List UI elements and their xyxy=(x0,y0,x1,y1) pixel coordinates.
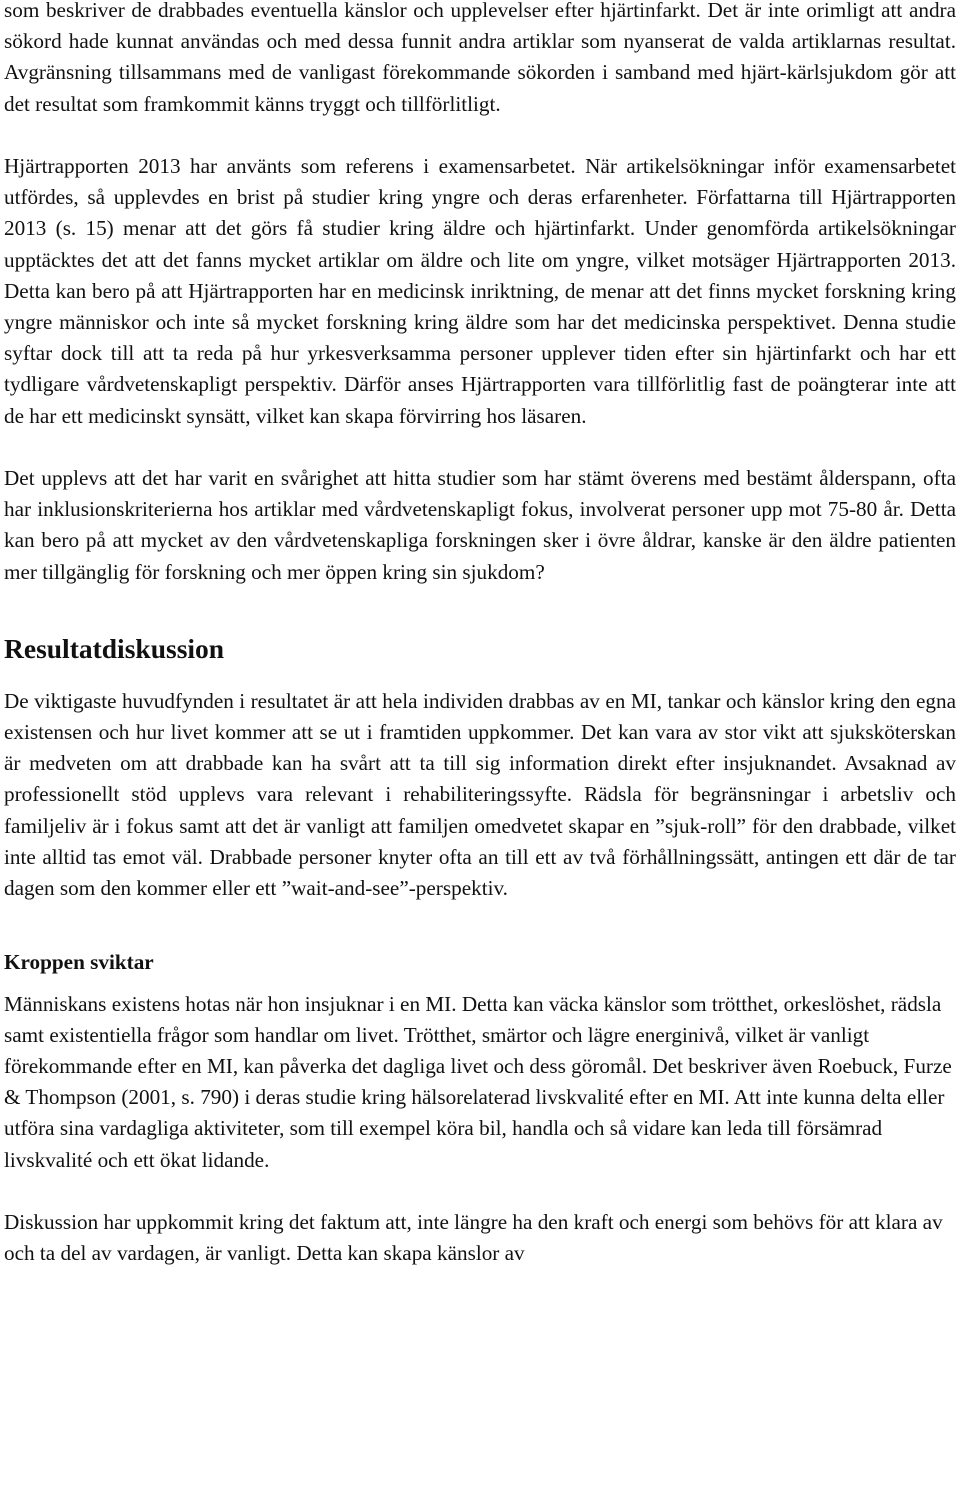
paragraph-spacer xyxy=(4,935,956,947)
heading-spacer xyxy=(4,666,956,686)
paragraph-spacer xyxy=(4,432,956,463)
paragraph-body-failing: Människans existens hotas när hon insjuknar i en MI. Detta kan väcka känslor som trötthet, orkeslöshet, rädsla samt existentiella frågor som handlar om livet. Trötthet, smärtor och lägre energinivå, vilket är vanligt förekommande efter en MI, kan påverka det dagliga livet och dess göromål. Det beskriver även Roebuck, Furze & Thompson (2001, s. 790) i deras studie kring hälsorelaterad livskvalité efter en MI. Att inte kunna delta eller utföra sina vardagliga aktiviteter, som till exempel köra bil, handla och så vidare kan leda till försämrad livskvalité och ett ökat lidande. xyxy=(4,991,952,1172)
heading-spacer xyxy=(4,588,956,632)
paragraph-spacer xyxy=(4,904,956,935)
heading-kroppen-sviktar: Kroppen sviktar xyxy=(4,950,154,975)
paragraph-spacer xyxy=(4,120,956,151)
paragraph-age-span: Det upplevs att det har varit en svårighet att hitta studier som har stämt överens med bestämt ålderspann, ofta har inklusionskriterierna hos artiklar med vårdvetenskapligt fokus, involverat personer upp mot 75-80 år. Detta kan bero på att mycket av den vårdvetenskapliga forskningen sker i övre åldrar, kanske är den äldre patienten mer tillgänglig för forskning och mer öppen kring sin sjukdom? xyxy=(4,466,956,584)
paragraph-discussion-energy: Diskussion har uppkommit kring det faktum att, inte längre ha den kraft och energi som behövs för att klara av och ta del av vardagen, är vanligt. Detta kan skapa känslor av xyxy=(4,1210,943,1266)
heading-resultatdiskussion: Resultatdiskussion xyxy=(4,632,225,664)
document-page xyxy=(4,0,956,1269)
paragraph-main-findings: De viktigaste huvudfynden i resultatet är att hela individen drabbas av en MI, tankar och känslor kring den egna existensen och hur livet kommer att se ut i framtiden uppkommer. Det kan vara av stor vikt att sjuksköterskan är medveten om att drabbade kan ha svårt att ta till sig information direkt efter insjuknandet. Avsaknad av professionellt stöd upplevs vara relevant i rehabiliteringssyfte. Rädsla för begränsningar i arbetsliv och familjeliv är i fokus samt att det är vanligt att familjen omedvetet skapar en ”sjuk-roll” för den drabbade, vilket inte alltid tas emot väl. Drabbade personer knyter ofta an till ett av två förhållningssätt, antingen ett där de tar dagen som den kommer eller ett ”wait-and-see”-perspektiv. xyxy=(4,688,956,901)
paragraph-method-limitations: som beskriver de drabbades eventuella känslor och upplevelser efter hjärtinfarkt. Det är inte orimligt att andra sökord hade kunnat användas och med dessa funnit andra artiklar som nyanserat de valda artiklarnas resultat. Avgränsning tillsammans med de vanligast förekommande sökorden i samband med hjärt-kärlsjukdom gör att det resultat som framkommit känns tryggt och tillförlitligt. xyxy=(4,0,956,116)
paragraph-spacer xyxy=(4,1176,956,1207)
heading-spacer xyxy=(4,979,956,989)
paragraph-hjartrapporten: Hjärtrapporten 2013 har använts som referens i examensarbetet. När artikelsökningar inför examensarbetet utfördes, så upplevdes en brist på studier kring yngre och deras erfarenheter. Författarna till Hjärtrapporten 2013 (s. 15) menar att det görs få studier kring äldre och hjärtinfarkt. Under genomförda artikelsökningar upptäcktes det att det fanns mycket artiklar om äldre och lite om yngre, vilket motsäger Hjärtrapporten 2013. Detta kan bero på att Hjärtrapporten har en medicinsk inriktning, de menar att det finns mycket forskning kring yngre människor och inte så mycket forskning kring äldre som har det medicinska perspektivet. Denna studie syftar dock till att ta reda på hur yrkesverksamma personer upplever tiden efter sin hjärtinfarkt och har ett tydligare vårdvetenskapligt perspektiv. Därför anses Hjärtrapporten vara tillförlitlig fast de poängterar inte att de har ett medicinskt synsätt, vilket kan skapa förvirring hos läsaren. xyxy=(4,154,956,428)
